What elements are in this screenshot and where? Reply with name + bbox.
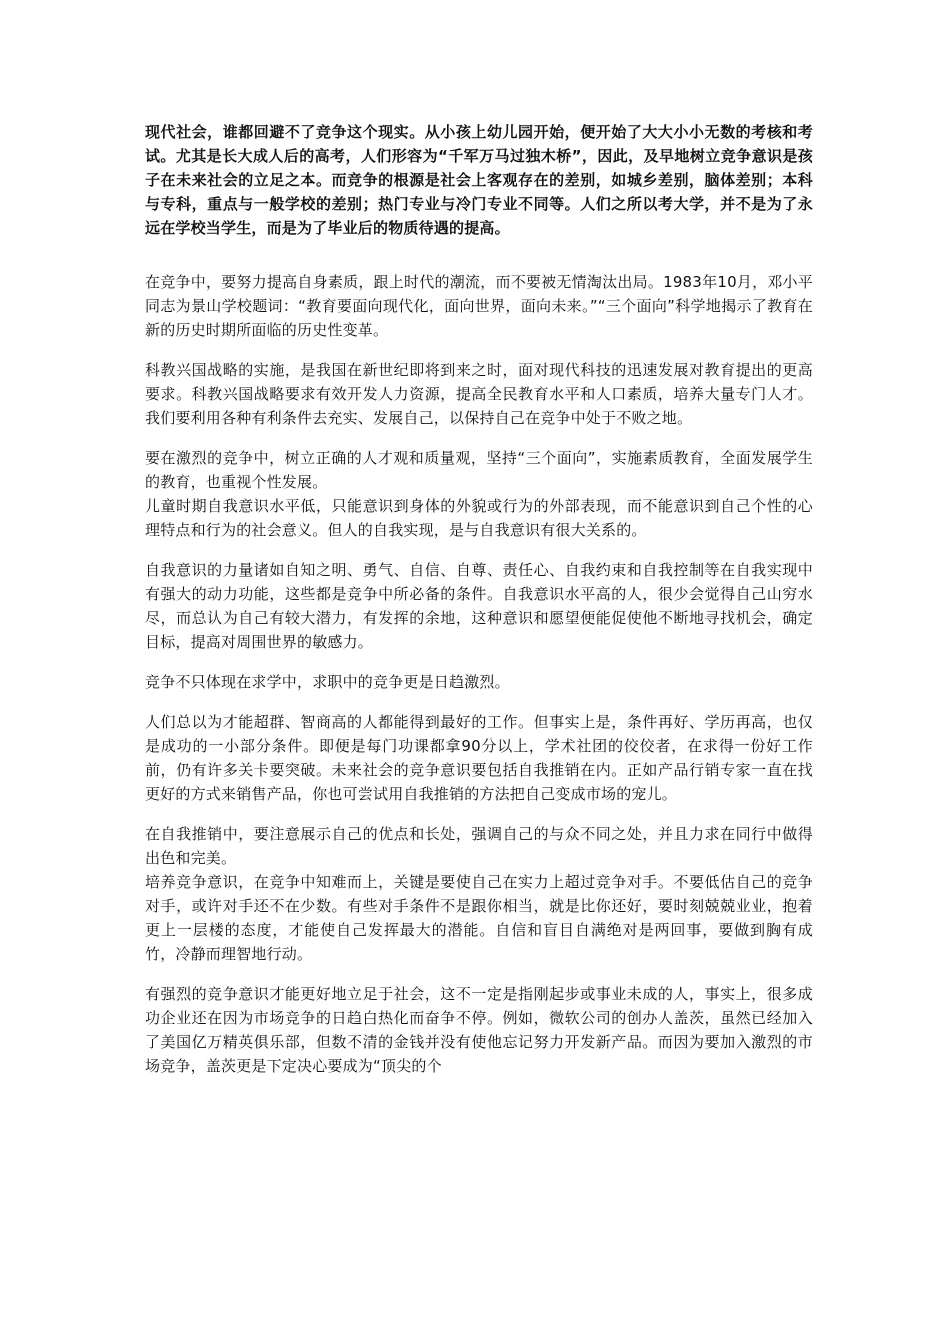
paragraph: 人们总以为才能超群、智商高的人都能得到最好的工作。但事实上是，条件再好、学历再高，也仅是成功的一小部分条件。即便是每门功课都拿90分以上，学术社团的佼佼者，在求得一份好工作前，仍有许多关卡要突破。未来社会的竞争意识要包括自我推销在内。正如产品行销专家一直在找更好的方式来销售产品，你也可尝试用自我推销的方法把自己变成市场的宠儿。 bbox=[145, 713, 813, 803]
paragraph: 自我意识的力量诸如自知之明、勇气、自信、自尊、责任心、自我约束和自我控制等在自我实现中有强大的动力功能，这些都是竞争中所必备的条件。自我意识水平高的人，很少会觉得自己山穷水尽，而总认为自己有较大潜力，有发挥的余地，这种意识和愿望便能促使他不断地寻找机会，确定目标，提高对周围世界的敏感力。 bbox=[145, 561, 813, 651]
paragraph: 科教兴国战略的实施，是我国在新世纪即将到来之时，面对现代科技的迅速发展对教育提出的更高要求。科教兴国战略要求有效开发人力资源，提高全民教育水平和人口素质，培养大量专门人才。我们要利用各种有利条件去充实、发展自己，以保持自己在竞争中处于不败之地。 bbox=[145, 361, 813, 427]
paragraph: 在自我推销中，要注意展示自己的优点和长处，强调自己的与众不同之处，并且力求在同行中做得出色和完美。 bbox=[145, 825, 813, 867]
paragraph: 有强烈的竞争意识才能更好地立足于社会，这不一定是指刚起步或事业未成的人，事实上，很多成功企业还在因为市场竞争的日趋白热化而奋争不停。例如，微软公司的创办人盖茨，虽然已经加入了美国亿万精英俱乐部，但数不清的金钱并没有使他忘记努力开发新产品。而因为要加入激烈的市场竞争，盖茨更是下定决心要成为“顶尖的个 bbox=[145, 985, 813, 1075]
paragraph: 要在激烈的竞争中，树立正确的人才观和质量观，坚持“三个面向”，实施素质教育，全面发展学生的教育，也重视个性发展。 bbox=[145, 449, 813, 491]
document-body bbox=[145, 120, 813, 1078]
paragraph: 竞争不只体现在求学中，求职中的竞争更是日趋激烈。 bbox=[145, 673, 510, 691]
paragraph: 在竞争中，要努力提高自身素质，跟上时代的潮流，而不要被无情淘汰出局。1983年10月，邓小平同志为景山学校题词：“教育要面向现代化，面向世界，面向未来。”“三个面向”科学地揭示了教育在新的历史时期所面临的历史性变革。 bbox=[145, 273, 813, 339]
paragraph: 培养竞争意识，在竞争中知难而上，关键是要使自己在实力上超过竞争对手。不要低估自己的竞争对手，或许对手还不在少数。有些对手条件不是跟你相当，就是比你还好，要时刻兢兢业业，抱着更上一层楼的态度，才能使自己发挥最大的潜能。自信和盲目自满绝对是两回事，要做到胸有成竹，冷静而理智地行动。 bbox=[145, 873, 813, 963]
paragraph-intro: 现代社会，谁都回避不了竞争这个现实。从小孩上幼儿园开始，便开始了大大小小无数的考核和考试。尤其是长大成人后的高考，人们形容为“千军万马过独木桥”，因此，及早地树立竞争意识是孩子在未来社会的立足之本。而竞争的根源是社会上客观存在的差别，如城乡差别，脑体差别；本科与专科，重点与一般学校的差别；热门专业与冷门专业不同等。人们之所以考大学，并不是为了永远在学校当学生，而是为了毕业后的物质待遇的提高。 bbox=[145, 123, 813, 237]
paragraph: 儿童时期自我意识水平低，只能意识到身体的外貌或行为的外部表现，而不能意识到自己个性的心理特点和行为的社会意义。但人的自我实现，是与自我意识有很大关系的。 bbox=[145, 497, 813, 539]
